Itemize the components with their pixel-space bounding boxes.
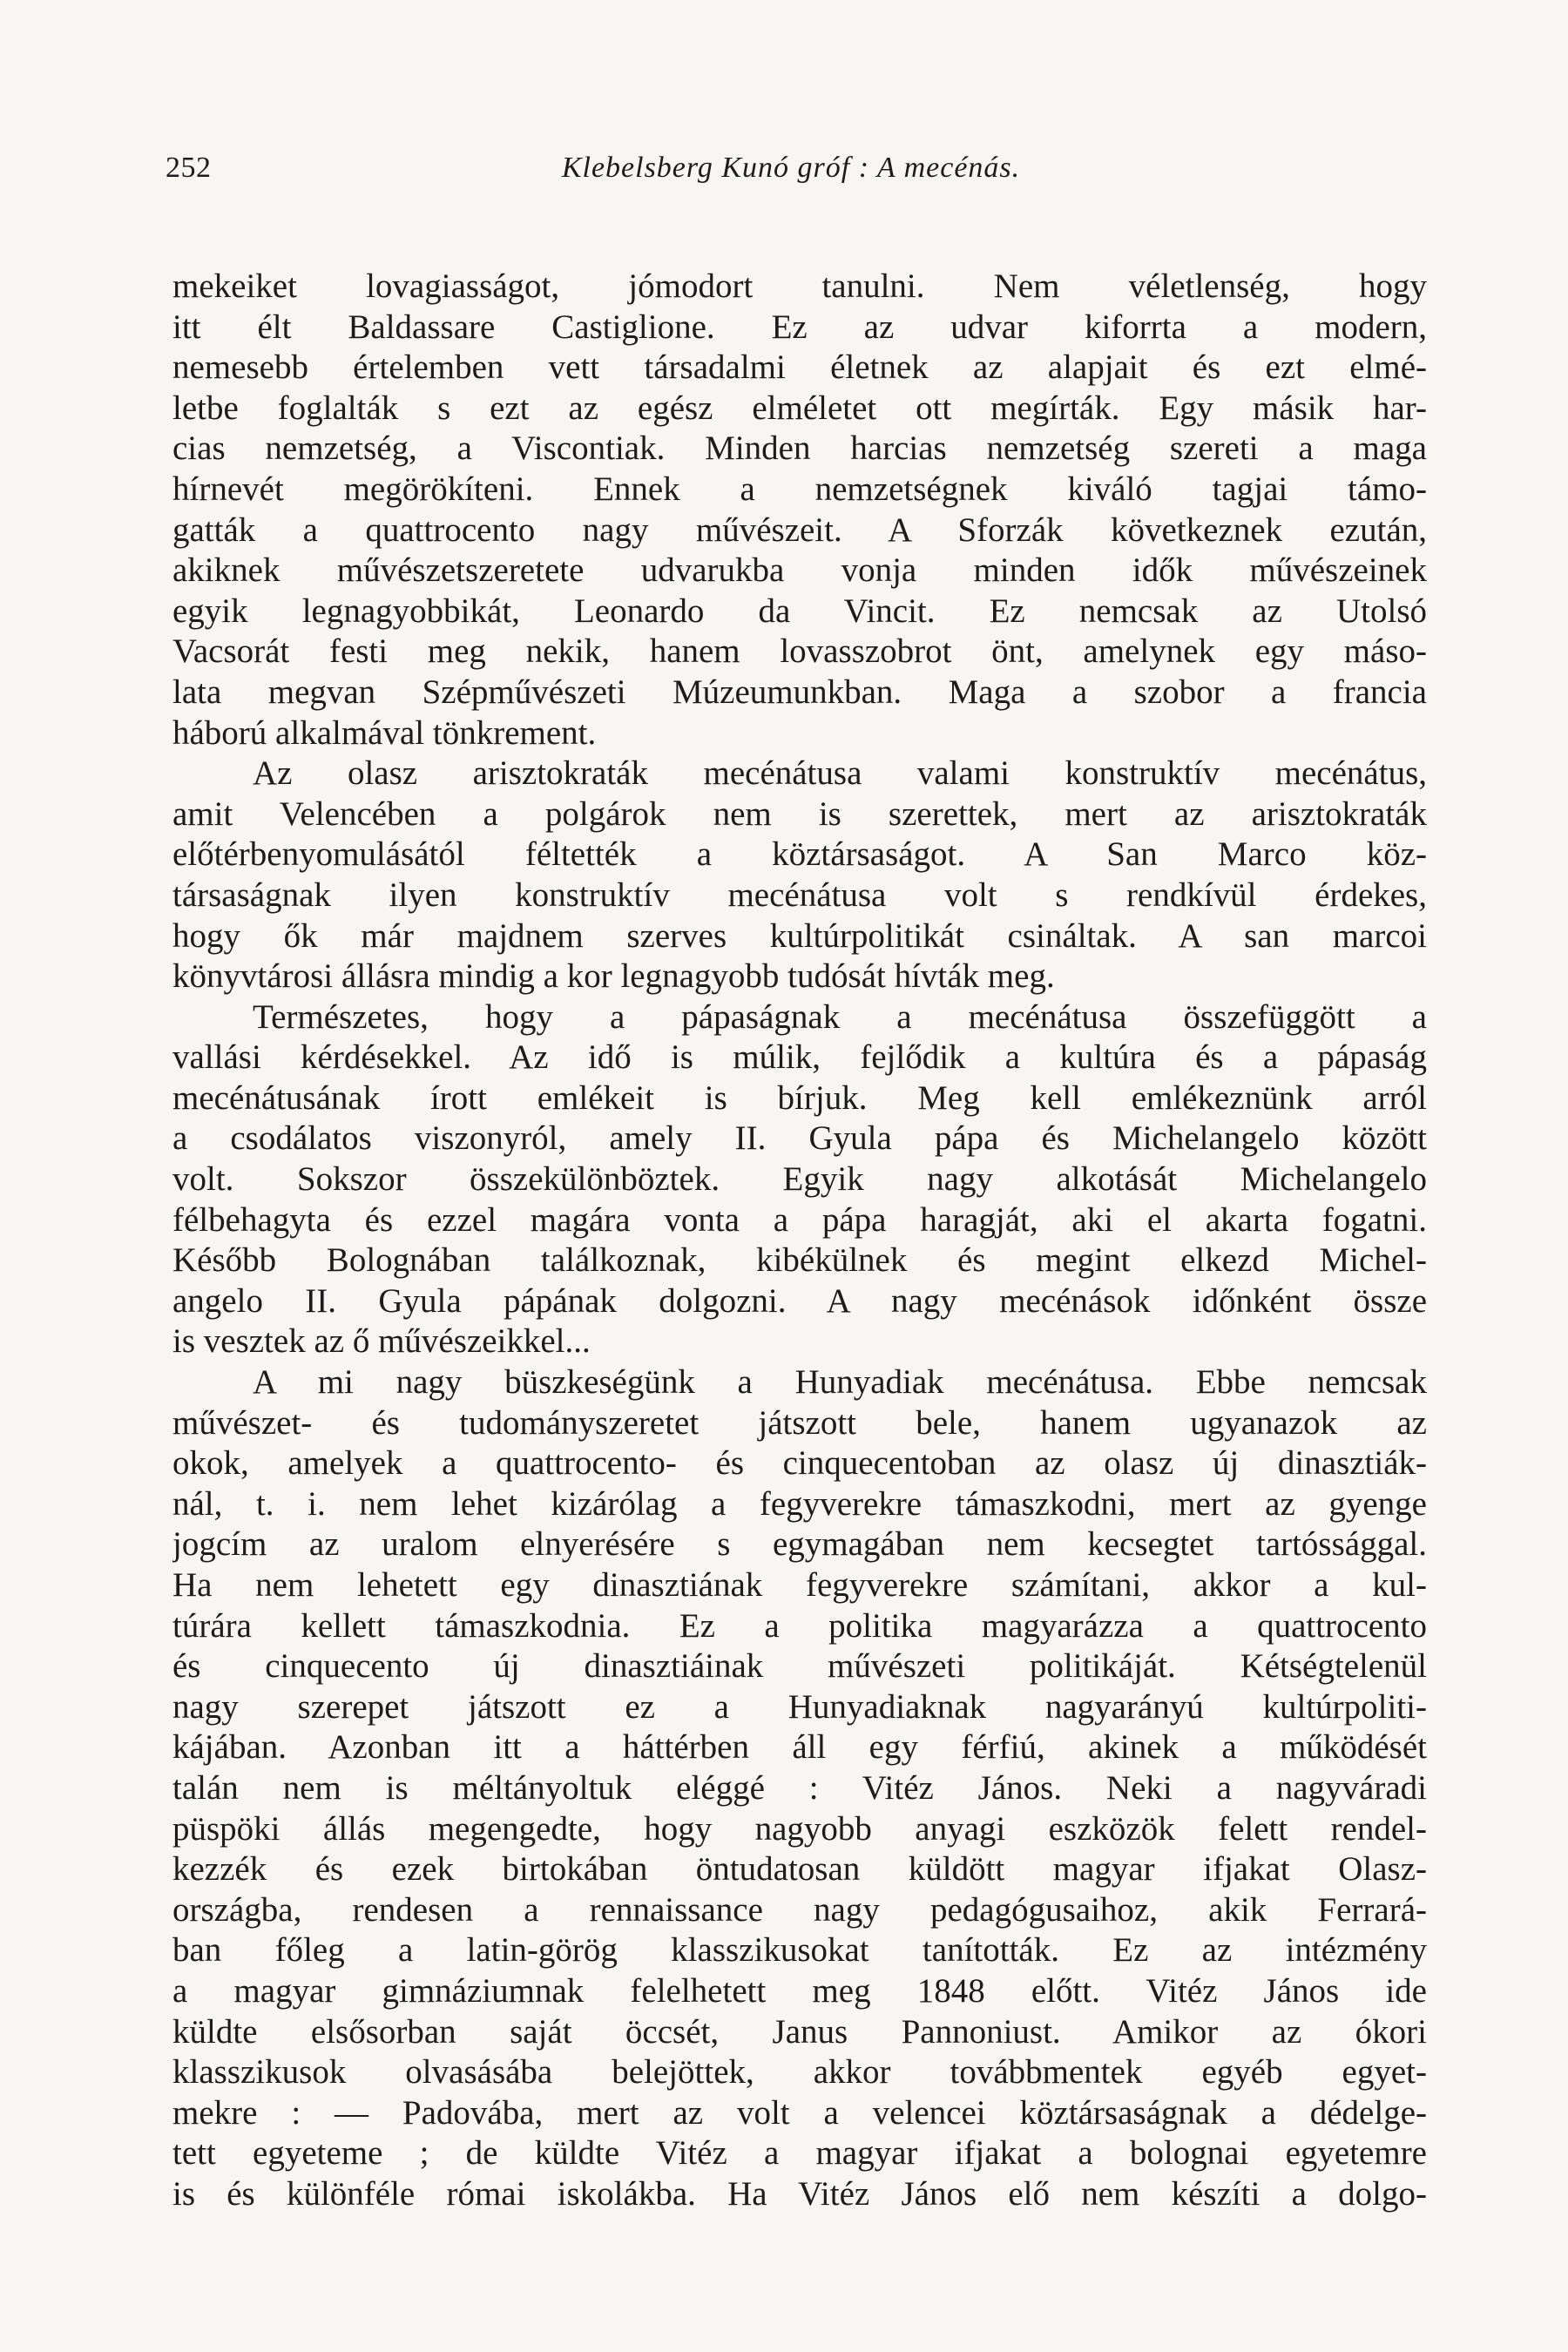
text-line: cias nemzetség, a Viscontiak. Minden harcias nemzetség szereti a maga <box>172 429 1427 468</box>
text-line: egyik legnagyobbikát, Leonardo da Vincit. Ez nemcsak az Utolsó <box>172 591 1427 630</box>
running-title: Klebelsberg Kunó gróf : A mecénás. <box>561 152 1021 184</box>
text-line: nál, t. i. nem lehet kizárólag a fegyverekre támaszkodni, mert az gyenge <box>172 1484 1427 1523</box>
text-line: előtérbenyomulásától féltették a köztársaságot. A San Marco köz- <box>172 835 1427 874</box>
text-line: itt élt Baldassare Castiglione. Ez az udvar kiforrta a modern, <box>172 308 1427 346</box>
text-line: is vesztek az ő művészeikkel... <box>172 1322 591 1361</box>
text-line: vallási kérdésekkel. Az idő is múlik, fejlődik a kultúra és a pápaság <box>172 1038 1427 1077</box>
text-line: tett egyeteme ; de küldte Vitéz a magyar ifjakat a bolognai egyetemre <box>172 2134 1427 2173</box>
text-line: küldte elsősorban saját öccsét, Janus Pannoniust. Amikor az ókori <box>172 2012 1427 2051</box>
text-line: és cinquecento új dinasztiáinak művészeti politikáját. Kétségtelenül <box>172 1647 1427 1686</box>
page-number: 252 <box>166 152 212 184</box>
text-line: túrára kellett támaszkodnia. Ez a politika magyarázza a quattrocento <box>172 1606 1427 1645</box>
text-line: könyvtárosi állásra mindig a kor legnagyobb tudósát hívták meg. <box>172 957 1055 996</box>
text-line: Később Bolognában találkoznak, kibékülnek és megint elkezd Michel- <box>172 1241 1427 1280</box>
text-line: akiknek művészetszeretete udvarukba vonja minden idők művészeinek <box>172 551 1427 590</box>
text-line: Vacsorát festi meg nekik, hanem lovasszobrot önt, amelynek egy máso- <box>172 632 1427 671</box>
text-line: amit Velencében a polgárok nem is szerettek, mert az arisztokraták <box>172 794 1427 833</box>
text-line: kájában. Azonban itt a háttérben áll egy férfiú, akinek a működését <box>172 1728 1427 1767</box>
text-line: lata megvan Szépművészeti Múzeumunkban. Maga a szobor a francia <box>172 672 1427 711</box>
text-line: országba, rendesen a rennaissance nagy pedagógusaihoz, akik Ferrará- <box>172 1890 1427 1929</box>
body-text <box>172 267 1427 2215</box>
text-line: is és különféle római iskolákba. Ha Vitéz János elő nem készíti a dolgo- <box>172 2174 1427 2213</box>
text-line: mekre : — Padovába, mert az volt a velencei köztársaságnak a dédelge- <box>172 2093 1427 2132</box>
text-line: félbehagyta és ezzel magára vonta a pápa haragját, aki el akarta fogatni. <box>172 1200 1427 1239</box>
text-line: hírnevét megörökíteni. Ennek a nemzetségnek kiváló tagjai támo- <box>172 470 1427 508</box>
text-line: jogcím az uralom elnyerésére s egymagában nem kecsegtet tartóssággal. <box>172 1525 1427 1564</box>
text-line: kezzék és ezek birtokában öntudatosan küldött magyar ifjakat Olasz- <box>172 1850 1427 1889</box>
text-line: művészet- és tudományszeretet játszott bele, hanem ugyanazok az <box>172 1403 1427 1442</box>
text-line: Az olasz arisztokraták mecénátusa valami konstruktív mecénátus, <box>253 754 1427 793</box>
text-line: ban főleg a latin-görög klasszikusokat tanították. Ez az intézmény <box>172 1931 1427 1970</box>
text-line: A mi nagy büszkeségünk a Hunyadiak mecénátusa. Ebbe nemcsak <box>253 1363 1427 1402</box>
text-line: volt. Sokszor összekülönböztek. Egyik nagy alkotását Michelangelo <box>172 1160 1427 1199</box>
text-line: nagy szerepet játszott ez a Hunyadiaknak nagyarányú kultúrpoliti- <box>172 1687 1427 1726</box>
text-line: társaságnak ilyen konstruktív mecénátusa volt s rendkívül érdekes, <box>172 875 1427 914</box>
text-line: angelo II. Gyula pápának dolgozni. A nagy mecénások időnként össze <box>172 1281 1427 1320</box>
text-line: a csodálatos viszonyról, amely II. Gyula pápa és Michelangelo között <box>172 1119 1427 1158</box>
text-line: Természetes, hogy a pápaságnak a mecénátusa összefüggött a <box>253 997 1427 1036</box>
text-line: klasszikusok olvasásába belejöttek, akkor továbbmentek egyéb egyet- <box>172 2053 1427 2092</box>
text-line: letbe foglalták s ezt az egész elméletet ott megírták. Egy másik har- <box>172 389 1427 427</box>
text-line: püspöki állás megengedte, hogy nagyobb anyagi eszközök felett rendel- <box>172 1809 1427 1848</box>
text-line: háború alkalmával tönkrement. <box>172 713 597 752</box>
text-line: talán nem is méltányoltuk eléggé : Vitéz János. Neki a nagyváradi <box>172 1768 1427 1807</box>
page-header <box>155 146 1427 190</box>
text-line: Ha nem lehetett egy dinasztiának fegyverekre számítani, akkor a kul- <box>172 1566 1427 1604</box>
text-line: nemesebb értelemben vett társadalmi életnek az alapjait és ezt elmé- <box>172 348 1427 387</box>
text-line: a magyar gimnáziumnak felelhetett meg 1848 előtt. Vitéz János ide <box>172 1971 1427 2010</box>
text-line: hogy ők már majdnem szerves kultúrpolitikát csináltak. A san marcoi <box>172 916 1427 955</box>
text-line: okok, amelyek a quattrocento- és cinquecentoban az olasz új dinasztiák- <box>172 1444 1427 1483</box>
text-line: mekeiket lovagiasságot, jómodort tanulni. Nem véletlenség, hogy <box>172 267 1427 305</box>
text-line: gatták a quattrocento nagy művészeit. A Sforzák következnek ezután, <box>172 510 1427 549</box>
text-line: mecénátusának írott emlékeit is bírjuk. Meg kell emlékeznünk arról <box>172 1078 1427 1117</box>
